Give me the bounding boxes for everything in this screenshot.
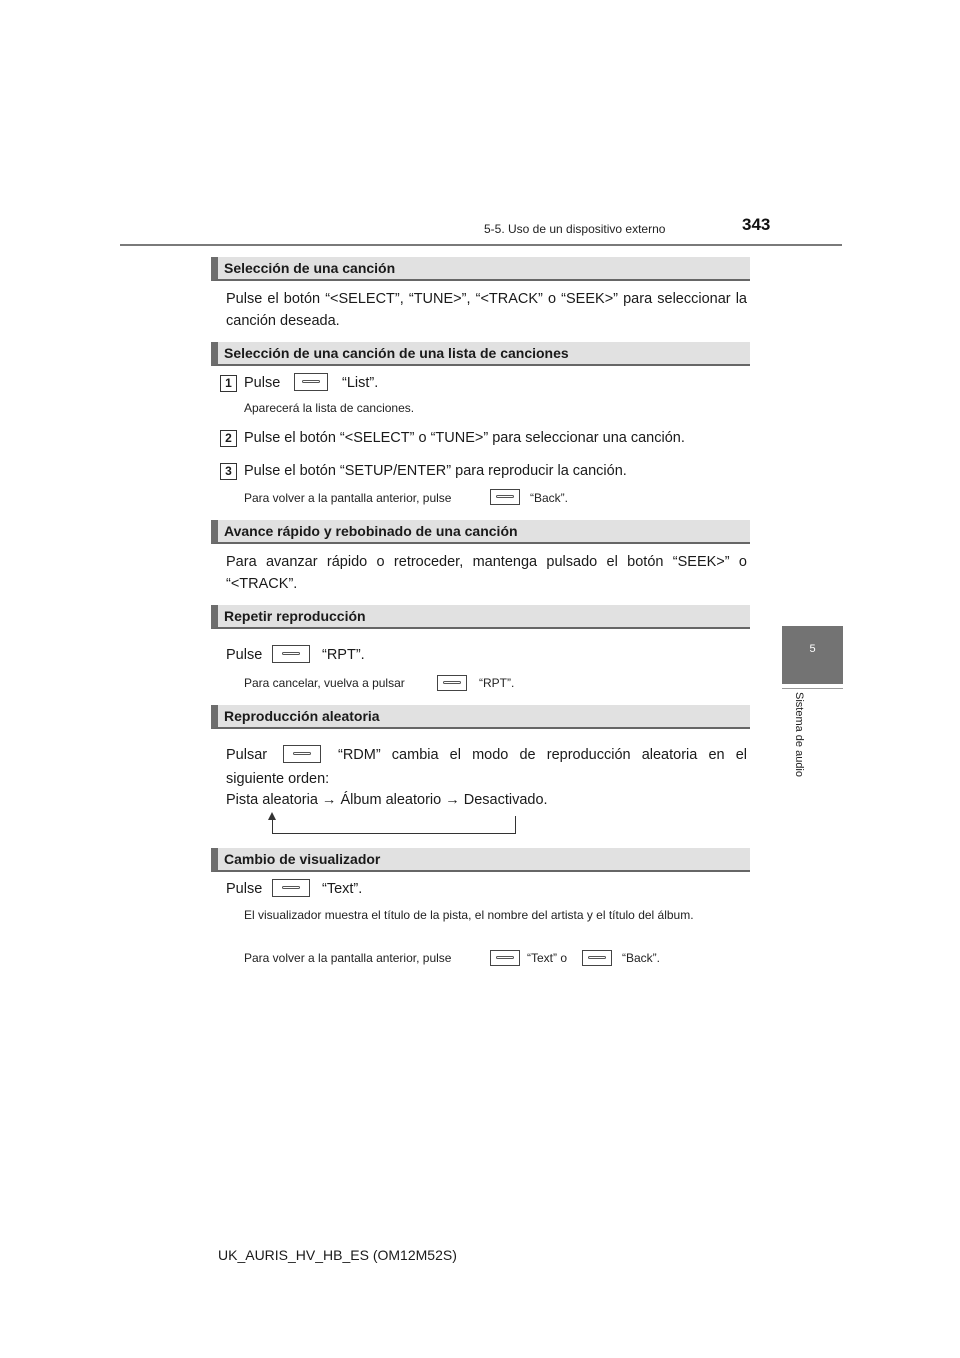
section-title: Selección de una canción	[224, 260, 396, 276]
sequence-bracket-left	[272, 818, 273, 834]
section-title: Selección de una canción de una lista de canciones	[224, 345, 569, 361]
document-code: UK_AURIS_HV_HB_ES (OM12M52S)	[218, 1247, 457, 1263]
repeat-note-a: Para cancelar, vuelva a pulsar	[244, 676, 405, 690]
running-header: 5-5. Uso de un dispositivo externo	[484, 222, 666, 236]
random-text-a: Pulsar	[226, 747, 268, 763]
section-title: Reproducción aleatoria	[224, 708, 380, 724]
step-3-text: Pulse el botón “SETUP/ENTER” para reproducir la canción.	[244, 463, 627, 479]
display-note-2b: “Text” o	[527, 951, 568, 965]
section-title: Cambio de visualizador	[224, 851, 381, 867]
section-heading-fast-forward	[211, 520, 750, 544]
repeat-note-b: “RPT”.	[479, 676, 515, 690]
chapter-tab-divider	[782, 688, 843, 689]
page-number: 343	[742, 215, 771, 234]
section-heading-display	[211, 848, 750, 872]
step-number-2: 2	[220, 430, 237, 447]
display-text-b: “Text”.	[322, 881, 363, 897]
repeat-text-a: Pulse	[226, 647, 263, 663]
display-note-2c: “Back”.	[622, 951, 661, 965]
display-note-2a: Para volver a la pantalla anterior, pulse	[244, 951, 452, 965]
section-title: Repetir reproducción	[224, 608, 366, 624]
screen-button-icon	[437, 675, 467, 691]
sequence-bracket-bottom	[272, 833, 516, 834]
step-number-3: 3	[220, 463, 237, 480]
step-1-text-a: Pulse	[244, 375, 281, 391]
random-sequence: Pista aleatoria → Álbum aleatorio → Desactivado.	[226, 792, 548, 808]
screen-button-icon	[490, 489, 520, 505]
section-heading-select-from-list	[211, 342, 750, 366]
screen-button-icon	[490, 950, 520, 966]
step-3-note-a: Para volver a la pantalla anterior, pulse	[244, 491, 452, 505]
section-heading-repeat	[211, 605, 750, 629]
section-heading-select-song	[211, 257, 750, 281]
display-note-1: El visualizador muestra el título de la pista, el nombre del artista y el título del álbum.	[244, 908, 694, 922]
section-heading-random	[211, 705, 750, 729]
paragraph-fast-forward: Para avanzar rápido o retroceder, mantenga pulsado el botón “SEEK>” o “<TRACK”.	[226, 554, 747, 592]
random-text-b: “RDM” cambia el modo de reproducción aleatoria en el	[338, 747, 747, 763]
step-2-text: Pulse el botón “<SELECT” o “TUNE>” para seleccionar una canción.	[244, 430, 685, 446]
step-3-note-b: “Back”.	[530, 491, 569, 505]
repeat-text-b: “RPT”.	[322, 647, 365, 663]
screen-button-icon	[582, 950, 612, 966]
display-text-a: Pulse	[226, 881, 263, 897]
sequence-bracket-right	[515, 816, 516, 834]
step-number-1: 1	[220, 375, 237, 392]
header-divider	[120, 244, 842, 246]
random-text-c: siguiente orden:	[226, 771, 330, 787]
chapter-tab: 5	[782, 626, 843, 684]
screen-button-icon	[272, 645, 310, 663]
screen-button-icon	[294, 373, 328, 391]
section-title: Avance rápido y rebobinado de una canción	[224, 523, 518, 539]
screen-button-icon	[283, 745, 321, 763]
step-1-text-b: “List”.	[342, 375, 379, 391]
paragraph-select-song: Pulse el botón “<SELECT”, “TUNE>”, “<TRACK” o “SEEK>” para seleccionar la canción deseada.	[226, 291, 747, 329]
screen-button-icon	[272, 879, 310, 897]
chapter-label: Sistema de audio	[793, 692, 805, 777]
step-1-note: Aparecerá la lista de canciones.	[244, 401, 415, 415]
